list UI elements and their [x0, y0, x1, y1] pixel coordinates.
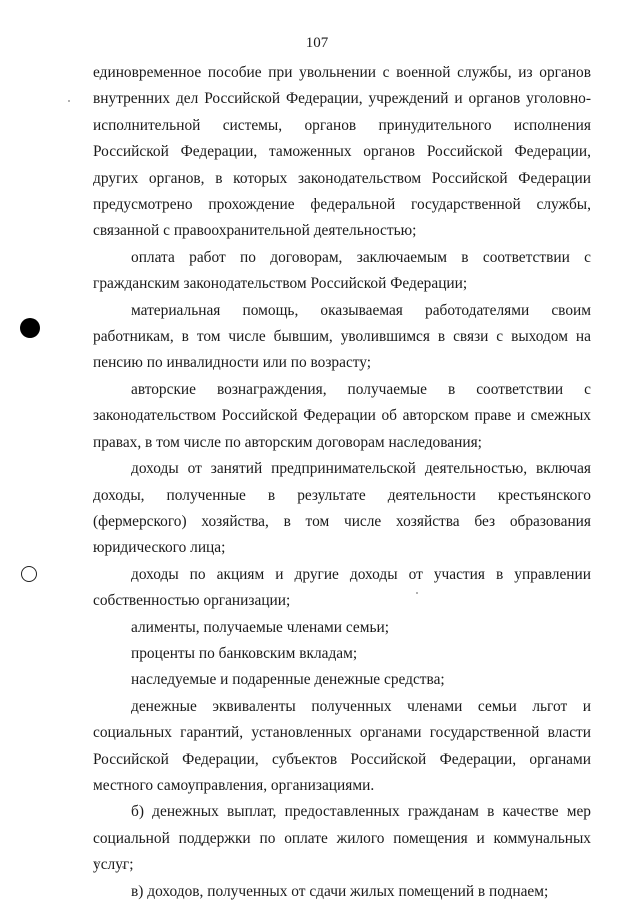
paragraph: доходы по акциям и другие доходы от участия в управлении собственностью организации;	[93, 565, 591, 610]
document-body	[93, 60, 591, 905]
paragraph: единовременное пособие при увольнении с военной службы, из органов внутренних дел Российской Федерации, учреждений и органов уголовно-исполнительной системы, органов принудительного исполнения Российской Федерации, таможенных органов Российской Федерации, других органов, в которых законодательством Российской Федерации предусмотрено прохождение федеральной государственной службы, связанной с правоохранительной деятельностью;	[93, 64, 591, 240]
scan-speck	[68, 100, 70, 102]
paragraph: денежные эквиваленты полученных членами семьи льгот и социальных гарантий, установленных органами государственной власти Российской Федерации, субъектов Российской Федерации, органами местного самоуправления, организациями.	[93, 697, 591, 794]
page-number: 107	[305, 35, 329, 51]
paragraph: доходы от занятий предпринимательской деятельностью, включая доходы, полученные в результате деятельности крестьянского (фермерского) хозяйства, в том числе хозяйства без образования юридического лица;	[93, 460, 591, 557]
paragraph: наследуемые и подаренные денежные средства;	[131, 671, 445, 689]
paragraph: алименты, получаемые членами семьи;	[131, 618, 389, 636]
paragraph: материальная помощь, оказываемая работодателями своим работникам, в том числе бывшим, уволившимся в связи с выходом на пенсию по инвалидности или по возрасту;	[93, 301, 591, 372]
paragraph: оплата работ по договорам, заключаемым в соответствии с гражданским законодательством Российской Федерации;	[93, 248, 591, 293]
paragraph: авторские вознаграждения, получаемые в соответствии с законодательством Российской Федерации об авторском праве и смежных правах, в том числе по авторским договорам наследования;	[93, 380, 591, 451]
punch-hole-filled	[20, 318, 40, 338]
punch-hole-hollow	[21, 566, 37, 582]
paragraph: проценты по банковским вкладам;	[131, 644, 358, 662]
paragraph: в) доходов, полученных от сдачи жилых помещений в поднаем;	[131, 882, 549, 900]
paragraph: б) денежных выплат, предоставленных гражданам в качестве мер социальной поддержки по оплате жилого помещения и коммунальных услуг;	[93, 803, 591, 874]
